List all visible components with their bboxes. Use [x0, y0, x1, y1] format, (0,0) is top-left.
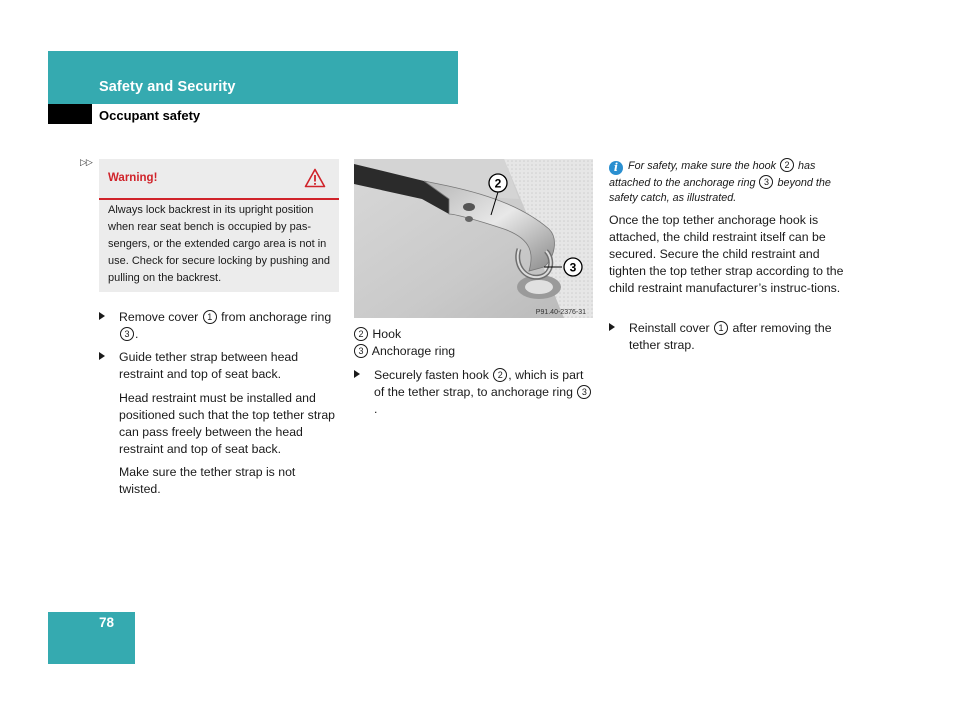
- page-number-box: [48, 612, 135, 664]
- callout-number: 2: [354, 327, 368, 341]
- note-head-restraint: Head restraint must be installed and positioned such that the top tether strap can pass freely between the head restraint and top of seat back.: [119, 391, 336, 456]
- warning-title: Warning!: [108, 172, 158, 184]
- figure-legend-hook: [354, 326, 593, 343]
- legend-label: Hook: [372, 327, 402, 341]
- callout-number: 2: [780, 158, 794, 172]
- step-remove-cover: [99, 309, 339, 343]
- section-title: Safety and Security: [99, 79, 236, 95]
- callout-number: 1: [714, 321, 728, 335]
- callout-3-label: 3: [569, 260, 577, 275]
- step-text: .: [374, 402, 378, 416]
- step-text: Guide tether strap between head restraint and top of seat back.: [119, 350, 299, 381]
- callout-number: 3: [120, 327, 134, 341]
- callout-number: 3: [354, 344, 368, 358]
- warning-box: [99, 159, 339, 292]
- body-paragraph: Once the top tether anchorage hook is attached, the child restraint itself can be secured. Secure the child restraint and tighten the top tether strap according to the child restraint manufacturer’s instruc-tions.: [609, 213, 844, 295]
- subsection-title: Occupant safety: [99, 108, 201, 123]
- callout-number: 3: [759, 175, 773, 189]
- step-text: .: [135, 327, 139, 341]
- warning-header: [99, 159, 339, 200]
- step-text: Remove cover: [119, 310, 202, 324]
- tether-anchorage-photo: [354, 159, 593, 318]
- section-tab-marker: [48, 104, 92, 124]
- header-band: [48, 51, 458, 104]
- figure-legend-ring: [354, 343, 593, 360]
- callout-number: 3: [577, 385, 591, 399]
- step-fasten-hook: [354, 367, 594, 419]
- legend-label: Anchorage ring: [371, 344, 456, 358]
- info-text: For safety, make sure the hook: [628, 160, 780, 172]
- step-text: , which is part of the tether strap, to anchorage ring: [374, 368, 584, 399]
- info-note: [609, 158, 845, 206]
- callout-number: 1: [203, 310, 217, 324]
- note-strap-twist: Make sure the tether strap is not twisted.: [119, 465, 296, 496]
- step-arrow-icon: [354, 370, 360, 378]
- step-text: after removing the tether strap.: [629, 321, 832, 352]
- page-number: 78: [99, 615, 115, 630]
- step-arrow-icon: [609, 323, 615, 331]
- info-text: has attached to the anchorage ring: [609, 160, 816, 189]
- step-text: Reinstall cover: [629, 321, 714, 335]
- step-reinstall-cover: [609, 320, 849, 354]
- info-icon: i: [609, 161, 623, 175]
- callout-2-label: 2: [494, 176, 502, 191]
- step-arrow-icon: [99, 312, 105, 320]
- continued-mark: ▷▷: [80, 157, 92, 167]
- warning-text: Always lock backrest in its upright position when rear seat bench is occupied by pas-sengers, or the extended cargo area is not in use. Check for secure locking by pushing and pulling on the backrest.: [108, 204, 330, 284]
- warning-triangle-icon: [304, 168, 326, 188]
- step-text: from anchorage ring: [217, 310, 332, 324]
- figure-code: P91.40-2376-31: [535, 309, 586, 316]
- step-arrow-icon: [99, 352, 105, 360]
- step-text: Securely fasten hook: [374, 368, 493, 382]
- callout-number: 2: [493, 368, 507, 382]
- info-text: beyond the safety catch, as illustrated.: [609, 177, 831, 205]
- step-guide-strap: [99, 349, 339, 383]
